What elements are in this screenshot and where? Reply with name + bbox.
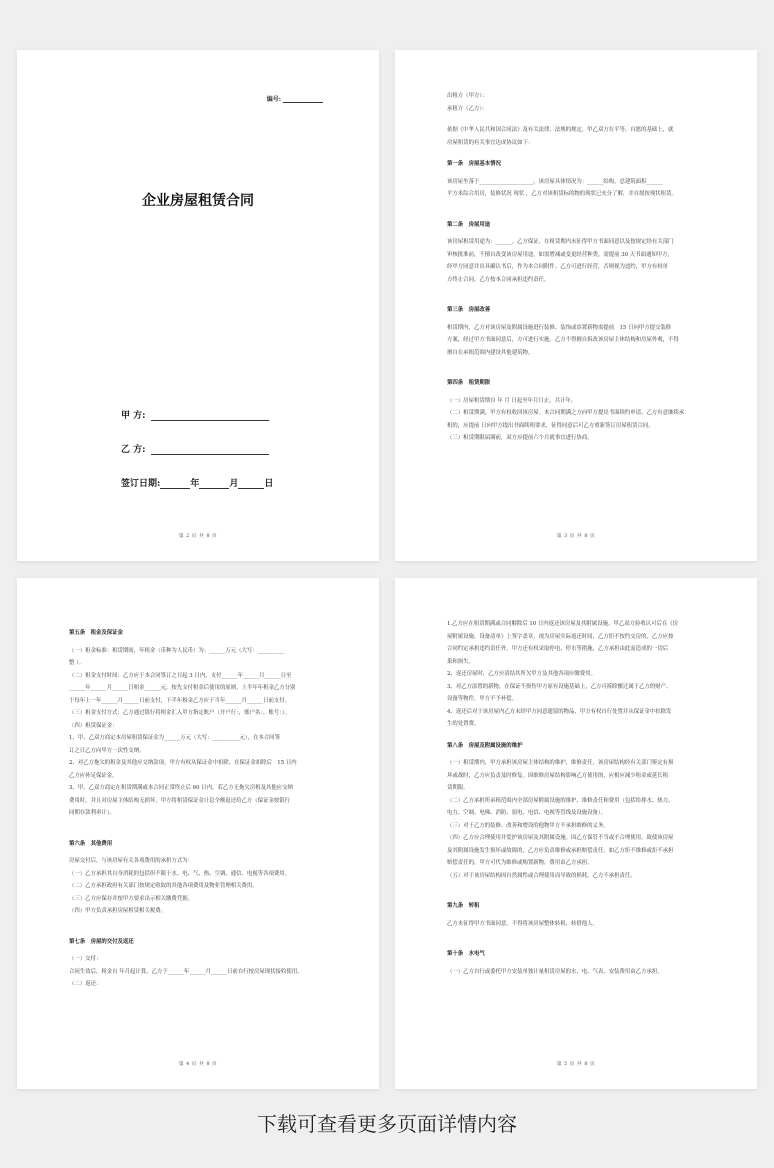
section-text-line: 同期存款利率计）。	[69, 810, 115, 816]
party-a-line	[121, 408, 269, 421]
section-text-line: （一）租赁期内，甲方承担该房屋主体结构的维护、维修责任，该房屋结构经有关部门鉴定有损	[447, 760, 674, 766]
page-footer: 第 2 页 共 8 页	[178, 534, 218, 539]
section-heading: 第七条 房屋的交付及返还	[69, 938, 134, 945]
party-a-blank	[151, 411, 269, 421]
document-page-2	[395, 50, 757, 561]
month-blank	[199, 479, 229, 489]
section-text-line: 费用时，并且对房屋主体结构无损坏，甲方将租赁保证金计息全额退还给乙方（保证金按银行	[69, 797, 291, 804]
paragraph-gap	[447, 286, 705, 295]
section-text-line: 该房屋租赁用途为：______。乙方保证，在租赁期内未征得甲方书面同意以及按规定经有关部门	[447, 239, 674, 245]
paragraph-gap	[447, 930, 705, 939]
party-a-label: 甲 方:	[121, 411, 146, 421]
section-heading: 第二条 房屋用途	[447, 221, 491, 228]
day-blank	[238, 479, 264, 489]
paragraph-gap	[447, 201, 705, 210]
section-text-line: （一）乙方承担其自身消耗的包括但不限于水、电、气、热、空调、通信、电视等各项费用。	[69, 870, 291, 877]
body-text-line: 出租方（甲方）：	[447, 93, 488, 99]
contract-number-label: 编号:	[266, 96, 281, 103]
section-text-line: （一）乙方自行或委托甲方安装单独计量租赁房屋的水、电、气表，安装费用由乙方承担。	[447, 968, 663, 975]
contract-number-blank	[283, 96, 323, 103]
intro-text-line: 房屋租赁的有关事宜达成协议如下：	[447, 139, 534, 146]
section-text-line: 方案，经过甲方书面同意后，方可进行实施。乙方不得擅自拆改该房屋主体结构和房屋外观，不得	[447, 337, 679, 343]
section-text-line: 房屋交付后，与该房屋有关各项费用的承担方式为：	[69, 858, 193, 864]
section-text-line: 3、甲、乙双方商定在租赁期满或本合同正常终止后 60 日内，若乙方无拖欠房租及其他应交纳	[69, 785, 293, 791]
body-text-line: 3、对乙方添置的新物，在保证不损伤甲方原有设施基础上，乙方可拆除搬迁属于乙方的财产、	[447, 683, 672, 690]
section-heading: 第六条 其他费用	[69, 840, 113, 847]
section-text-line: ______年______月______日租金______元，按先支付租金后使用的原则，上半年年租金乙方分别	[69, 685, 296, 691]
section-text-line: （一）交付：	[69, 956, 102, 962]
section-text-line: 于每年上一年______月______日前支付，下半年租金乙方应于当年______月______日前支付。	[69, 697, 291, 704]
paragraph-gap	[447, 115, 705, 124]
section-text-line: 审核批准前，不擅自改变该房屋用途。如需增减或变更经营种类，需提前 30 天书面通知甲方，	[447, 251, 673, 258]
section-text-line: （三）对于乙方的装修、改善和增设的他物甲方不承担维修的义务。	[447, 822, 609, 829]
section-text-line: 1、甲、乙双方商定本房屋租赁保证金为______万元（大写：__________元），在本合同签	[69, 735, 280, 741]
section-text-line: （三）租金支付方式：乙方通过银行将租金汇入甲方指定账户（开户行：，账户名：，账号：）。	[69, 710, 290, 716]
section-text-line: 经甲方同意并出具确认书后，作为本合同附件。乙方可进行经营，否则视为违约，甲方有权单	[447, 264, 669, 270]
section-heading: 第三条 房屋改善	[447, 307, 491, 313]
section-text-line: （三）租赁期限届满前，双方应提前六个月就事宜进行协商。	[447, 435, 593, 441]
contract-number	[267, 94, 323, 103]
body-text-line: 设备等物件，甲方不予补偿。	[447, 696, 518, 702]
section-text-line: 乙方应补足保证金。	[69, 772, 118, 779]
body-text-line: 2、返还房屋时，乙方应清结其所欠甲方及其他各项应缴费用。	[447, 671, 596, 677]
section-text-line: （一）房屋租赁期自 年 月 日起至年月日止，共计年。	[447, 397, 577, 404]
document-page-cover	[17, 50, 379, 561]
paragraph-gap	[69, 820, 327, 829]
section-heading: 第四条 租赁期限	[447, 380, 491, 386]
document-page-3	[17, 578, 379, 1089]
section-text-line: 赔偿责任的，甲方可代为维修或购置新物，费用由乙方承担。	[447, 860, 593, 866]
party-b-label: 乙 方:	[121, 445, 146, 455]
section-text-line: （四）租赁保证金：	[69, 722, 118, 729]
section-text-line: 整 ）。	[69, 660, 85, 666]
section-text-line: （一）租金标准：租赁期间，年租金（币种为人民币）为：______万元（大写：__________	[69, 647, 285, 654]
page-footer: 第 4 页 共 8 页	[178, 1062, 218, 1067]
party-b-line	[121, 442, 269, 455]
section-heading: 第五条 租金及保证金	[69, 630, 123, 636]
section-text-line: 赁期限。	[447, 785, 469, 791]
day-label: 日	[264, 479, 274, 489]
year-label: 年	[190, 479, 200, 489]
section-text-line: 电力、空调、电梯、消防、弱电、电信、电视等管线及设施设备）。	[447, 810, 607, 816]
section-text-line: （二）乙方承担所承租范围内全部房屋附属设施的维护、维修责任和费用（包括给排水、热力、	[447, 797, 674, 804]
section-text-line: 订之日乙方向甲方一次性交纳。	[69, 747, 145, 754]
intro-text-line: 依据《中华人民共和国合同法》及有关法律、法规的规定，甲乙双方在平等、自愿的基础上，就	[447, 127, 674, 133]
body-text-line: 生的处置费。	[447, 721, 480, 727]
body-text-line: 4、返还后对于该房屋内乙方未经甲方同意遗留的物品，甲方有权自行处置并从保证金中扣除发	[447, 708, 672, 715]
section-text-line: （四）乙方应合理使用并爱护该房屋及其附属设施。因乙方保管不当或不合理使用，致使该房屋	[447, 835, 674, 841]
section-heading: 第一条 房屋基本情况	[447, 161, 501, 167]
section-text-line: （四）甲方负责承担房屋租赁相关税费。	[69, 908, 167, 914]
section-text-line: 方终止合同，乙方按本合同承担违约责任。	[447, 276, 550, 283]
document-title: 企业房屋租赁合同	[142, 193, 254, 209]
section-text-line: 擅自在承租范围内建设其他建筑物。	[447, 349, 534, 356]
paragraph-gap	[447, 882, 705, 891]
section-text-line: （三）乙方应保存并按甲方要求出示相关缴费凭据。	[69, 895, 193, 902]
section-text-line: 乙方未征得甲方书面同意，不得将该房屋整体转租、转借他人。	[447, 920, 598, 927]
section-text-line: 平方米综合用房，装修状况 现状 ，乙方对该租赁标的物的现状已充分了解，并自愿按现状租赁。	[447, 191, 677, 197]
section-text-line: 坏或战时，乙方应负责及时修复。因维修房屋结构影响乙方使用的，应相应减少租金或延长租	[447, 772, 669, 779]
section-text-line: 2、对乙方拖欠的租金及其他应交纳款项，甲方有权从保证金中扣除。在保证金扣除后 15 日内	[69, 760, 297, 766]
download-caption: 下载可查看更多页面详情内容	[257, 1112, 517, 1136]
page-body	[69, 618, 327, 1000]
section-text-line: （二）租金支付时间：乙方应于本合同签订之日起 3 日内，支付______年______月______日至	[69, 672, 292, 679]
section-heading: 第八条 房屋及附属设施的维护	[447, 742, 523, 749]
sign-date-line	[121, 476, 273, 489]
section-text-line: 合同生效后，租金自 年月起计算，乙方于______年______月______日前自行按房屋现状接收使用。	[69, 968, 303, 975]
section-text-line: （二）乙方承担政府有关部门按规定收取的其他各项费用及物业管理相关费用。	[69, 883, 258, 889]
paragraph-gap	[69, 991, 327, 1000]
body-text-line: 1.乙方应在租赁期满或合同解除后 10 日内返还该房屋及其附属设施。甲乙双方验收认可后在《房	[447, 621, 679, 627]
body-text-line: 合同约定承担违约责任外，甲方还有权采取停电、停水等措施，乙方承担由此而造成的一切后	[447, 646, 669, 652]
section-heading: 第十条 水电气	[447, 951, 485, 957]
body-text-line: 果和损失。	[447, 658, 474, 665]
section-text-line: 租的，应提前 日向甲方提出书面续租要求，征得同意后可乙方重新签订房屋租赁合同。	[447, 422, 654, 429]
section-text-line: （二）返还：	[69, 981, 102, 987]
section-heading: 第九条 转租	[447, 903, 480, 909]
paragraph-gap	[447, 978, 705, 987]
section-text-line: 租赁期内，乙方对该房屋及附属设施进行装修、装饰或添置新物需提前 15 日向甲方提交装修	[447, 324, 672, 331]
section-text-line: 及其附属设施发生损坏或故障的，乙方应负责维修或承担赔偿责任。如乙方拒不维修或拒不承担	[447, 847, 674, 854]
page-footer: 第 3 页 共 8 页	[556, 534, 596, 539]
body-text-line: 屋附属设施、设备清单》上签字盖章。视为房屋实际返还时间，乙方拒不按约交房的，乙方应按	[447, 633, 674, 640]
body-text-line: 承租方（乙方）：	[447, 105, 488, 112]
year-blank	[160, 479, 190, 489]
page-footer: 第 5 页 共 8 页	[556, 1062, 596, 1067]
page-body	[447, 90, 705, 454]
section-text-line: 该房屋坐落于____________________，该房屋具体情况为：______结构，总建筑面积______	[447, 178, 663, 185]
section-text-line: （二）租赁期满，甲方有权收回该房屋。本合同期满之方向甲方提出书面续约申请，乙方有意继续承	[447, 410, 685, 416]
month-label: 月	[229, 479, 239, 489]
page-body	[447, 618, 705, 987]
document-page-4	[395, 578, 757, 1089]
section-text-line: （五）对于该房屋结构因自然属性或合理使用而导致的损耗，乙方不承担责任。	[447, 872, 636, 879]
sign-date-label: 签订日期:	[121, 479, 161, 489]
paragraph-gap	[447, 359, 705, 368]
party-b-blank	[151, 445, 269, 455]
paragraph-gap	[447, 445, 705, 454]
paragraph-gap	[69, 918, 327, 927]
